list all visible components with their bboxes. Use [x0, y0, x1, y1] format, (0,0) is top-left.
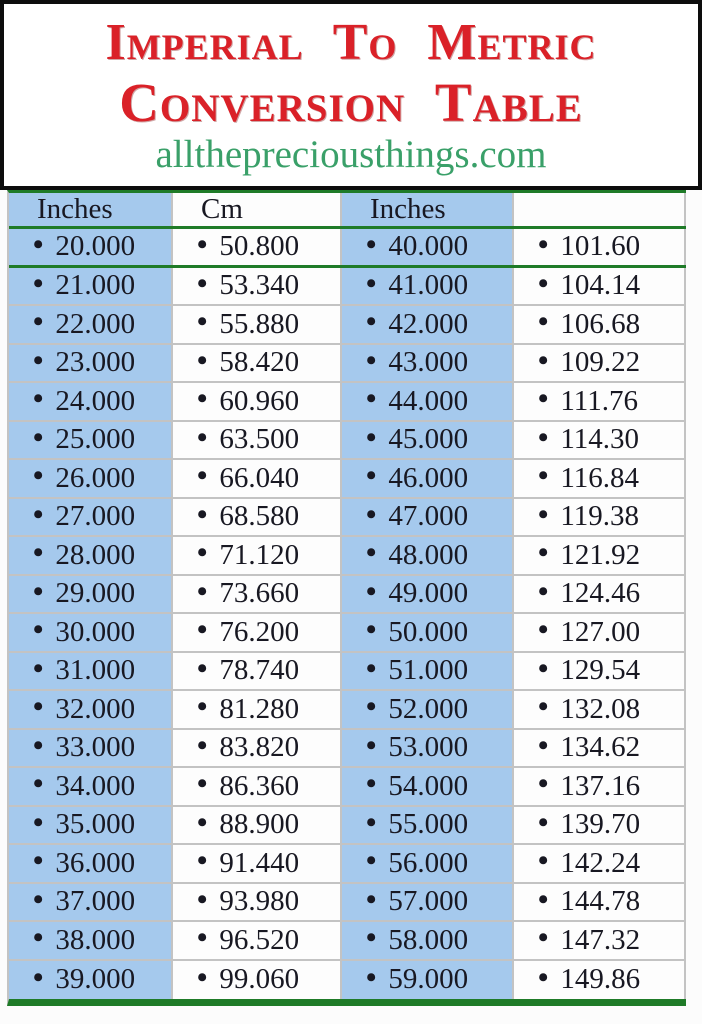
cell-cm-left	[173, 961, 342, 1000]
cell-cm-right	[514, 499, 686, 536]
cell-inches-right	[342, 229, 514, 265]
cell-value: 63.500	[219, 423, 300, 456]
cell-value: 53.000	[388, 731, 469, 764]
bullet-icon: •	[33, 614, 44, 647]
bullet-icon: •	[366, 614, 377, 647]
bullet-icon: •	[197, 806, 208, 839]
cell-value: 119.38	[560, 500, 640, 533]
cell-cm-right	[514, 422, 686, 459]
bullet-icon: •	[366, 652, 377, 685]
table-row	[9, 768, 686, 807]
cell-value: 42.000	[388, 307, 469, 340]
bullet-icon: •	[33, 537, 44, 570]
cell-cm-left	[173, 884, 342, 921]
bullet-icon: •	[538, 537, 549, 570]
cell-cm-right	[514, 691, 686, 728]
cell-cm-left	[173, 730, 342, 767]
cell-value: 124.46	[560, 577, 641, 610]
bullet-icon: •	[197, 460, 208, 493]
cell-value: 50.000	[388, 615, 469, 648]
cell-value: 81.280	[219, 692, 300, 725]
cell-inches-right	[342, 306, 514, 343]
cell-value: 68.580	[219, 500, 300, 533]
table-row	[9, 499, 686, 538]
cell-cm-right	[514, 961, 686, 1000]
bullet-icon: •	[366, 729, 377, 762]
bullet-icon: •	[366, 845, 377, 878]
cell-inches-right	[342, 345, 514, 382]
cell-inches-left	[9, 499, 173, 536]
cell-value: 22.000	[55, 307, 136, 340]
cell-inches-left	[9, 422, 173, 459]
cell-value: 109.22	[560, 346, 641, 379]
cell-cm-right	[514, 845, 686, 882]
bullet-icon: •	[197, 883, 208, 916]
bullet-icon: •	[33, 729, 44, 762]
table-row	[9, 537, 686, 576]
cell-cm-left	[173, 229, 342, 265]
cell-inches-left	[9, 614, 173, 651]
cell-cm-left	[173, 345, 342, 382]
cell-inches-left	[9, 229, 173, 265]
cell-value: 59.000	[388, 963, 469, 996]
bullet-icon: •	[197, 229, 208, 261]
cell-inches-right	[342, 884, 514, 921]
cell-value: 93.980	[219, 885, 300, 918]
bullet-icon: •	[366, 229, 377, 261]
cell-value: 48.000	[388, 538, 469, 571]
website-url: allthepreciousthings.com	[155, 132, 547, 176]
bullet-icon: •	[538, 691, 549, 724]
cell-value: 111.76	[560, 384, 638, 417]
bullet-icon: •	[33, 922, 44, 955]
cell-cm-left	[173, 306, 342, 343]
cell-value: 36.000	[55, 846, 136, 879]
cell-value: 46.000	[388, 461, 469, 494]
cell-value: 66.040	[219, 461, 300, 494]
bullet-icon: •	[197, 922, 208, 955]
bullet-icon: •	[538, 383, 549, 416]
cell-cm-left	[173, 460, 342, 497]
cell-inches-right	[342, 922, 514, 959]
cell-value: 76.200	[219, 615, 300, 648]
cell-cm-right	[514, 229, 686, 265]
bullet-icon: •	[538, 614, 549, 647]
cell-cm-right	[514, 345, 686, 382]
cell-inches-left	[9, 306, 173, 343]
cell-inches-left	[9, 383, 173, 420]
cell-inches-right	[342, 460, 514, 497]
bullet-icon: •	[33, 383, 44, 416]
cell-value: 24.000	[55, 384, 136, 417]
cell-inches-right	[342, 268, 514, 305]
bullet-icon: •	[197, 537, 208, 570]
cell-value: 149.86	[560, 963, 641, 996]
bullet-icon: •	[33, 961, 44, 994]
cell-cm-right	[514, 922, 686, 959]
table-row	[9, 807, 686, 846]
bullet-icon: •	[33, 344, 44, 377]
bullet-icon: •	[538, 498, 549, 531]
cell-value: 40.000	[388, 230, 469, 263]
cell-cm-left	[173, 807, 342, 844]
cell-value: 129.54	[560, 654, 641, 687]
bullet-icon: •	[366, 421, 377, 454]
bullet-icon: •	[197, 845, 208, 878]
column-header-cm-left: Cm	[173, 193, 342, 226]
cell-value: 101.60	[560, 230, 641, 263]
bullet-icon: •	[366, 537, 377, 570]
bullet-icon: •	[197, 614, 208, 647]
cell-value: 134.62	[560, 731, 641, 764]
bullet-icon: •	[538, 267, 549, 300]
cell-value: 41.000	[388, 269, 469, 302]
bullet-icon: •	[538, 344, 549, 377]
bullet-icon: •	[538, 229, 549, 261]
bullet-icon: •	[197, 344, 208, 377]
cell-inches-right	[342, 383, 514, 420]
cell-value: 38.000	[55, 923, 136, 956]
cell-inches-right	[342, 499, 514, 536]
bullet-icon: •	[33, 498, 44, 531]
cell-value: 71.120	[219, 538, 300, 571]
cell-value: 147.32	[560, 923, 641, 956]
bullet-icon: •	[33, 691, 44, 724]
cell-value: 60.960	[219, 384, 300, 417]
table-row	[9, 576, 686, 615]
cell-value: 31.000	[55, 654, 136, 687]
cell-cm-right	[514, 653, 686, 690]
cell-inches-left	[9, 537, 173, 574]
cell-inches-left	[9, 807, 173, 844]
cell-value: 114.30	[560, 423, 640, 456]
bullet-icon: •	[197, 961, 208, 994]
cell-cm-right	[514, 268, 686, 305]
cell-cm-right	[514, 537, 686, 574]
cell-inches-left	[9, 961, 173, 1000]
cell-value: 55.880	[219, 307, 300, 340]
cell-value: 137.16	[560, 769, 641, 802]
cell-value: 44.000	[388, 384, 469, 417]
table-header-row	[9, 193, 686, 229]
cell-value: 121.92	[560, 538, 641, 571]
cell-inches-right	[342, 730, 514, 767]
bullet-icon: •	[197, 267, 208, 300]
table-row	[9, 922, 686, 961]
cell-value: 51.000	[388, 654, 469, 687]
cell-value: 99.060	[219, 963, 300, 996]
bullet-icon: •	[538, 421, 549, 454]
cell-cm-left	[173, 768, 342, 805]
cell-value: 132.08	[560, 692, 641, 725]
cell-cm-left	[173, 499, 342, 536]
cell-cm-right	[514, 884, 686, 921]
cell-value: 96.520	[219, 923, 300, 956]
cell-value: 23.000	[55, 346, 136, 379]
page-title-line-1: Imperial To Metric	[105, 14, 597, 71]
bullet-icon: •	[33, 768, 44, 801]
cell-cm-left	[173, 922, 342, 959]
cell-value: 56.000	[388, 846, 469, 879]
bullet-icon: •	[197, 652, 208, 685]
bullet-icon: •	[366, 883, 377, 916]
cell-value: 32.000	[55, 692, 136, 725]
column-header-inches-left: Inches	[9, 193, 173, 226]
cell-value: 43.000	[388, 346, 469, 379]
bullet-icon: •	[33, 883, 44, 916]
bullet-icon: •	[33, 806, 44, 839]
cell-inches-left	[9, 653, 173, 690]
cell-inches-left	[9, 730, 173, 767]
bullet-icon: •	[538, 729, 549, 762]
bullet-icon: •	[366, 922, 377, 955]
cell-inches-left	[9, 845, 173, 882]
bullet-icon: •	[538, 922, 549, 955]
cell-inches-right	[342, 807, 514, 844]
bullet-icon: •	[366, 498, 377, 531]
bullet-icon: •	[197, 383, 208, 416]
cell-value: 37.000	[55, 885, 136, 918]
cell-value: 57.000	[388, 885, 469, 918]
cell-cm-left	[173, 845, 342, 882]
cell-cm-right	[514, 383, 686, 420]
cell-cm-left	[173, 576, 342, 613]
cell-inches-left	[9, 768, 173, 805]
cell-value: 53.340	[219, 269, 300, 302]
bullet-icon: •	[366, 344, 377, 377]
cell-value: 45.000	[388, 423, 469, 456]
table-body	[9, 229, 686, 999]
cell-value: 139.70	[560, 808, 641, 841]
bullet-icon: •	[366, 806, 377, 839]
bullet-icon: •	[33, 267, 44, 300]
bullet-icon: •	[538, 806, 549, 839]
cell-inches-right	[342, 961, 514, 1000]
table-row	[9, 884, 686, 923]
bullet-icon: •	[538, 575, 549, 608]
cell-inches-right	[342, 576, 514, 613]
cell-cm-left	[173, 653, 342, 690]
cell-value: 21.000	[55, 269, 136, 302]
cell-cm-right	[514, 614, 686, 651]
bullet-icon: •	[366, 306, 377, 339]
bullet-icon: •	[538, 652, 549, 685]
bullet-icon: •	[197, 306, 208, 339]
cell-value: 50.800	[219, 230, 300, 263]
page-title-line-2: Conversion Table	[119, 72, 583, 134]
bullet-icon: •	[366, 575, 377, 608]
bullet-icon: •	[538, 961, 549, 994]
cell-value: 33.000	[55, 731, 136, 764]
cell-cm-left	[173, 614, 342, 651]
table-row	[9, 961, 686, 1000]
bullet-icon: •	[197, 768, 208, 801]
cell-value: 58.420	[219, 346, 300, 379]
cell-value: 25.000	[55, 423, 136, 456]
table-row	[9, 614, 686, 653]
cell-cm-right	[514, 730, 686, 767]
bullet-icon: •	[538, 460, 549, 493]
bullet-icon: •	[538, 306, 549, 339]
bullet-icon: •	[366, 691, 377, 724]
cell-value: 91.440	[219, 846, 300, 879]
cell-value: 52.000	[388, 692, 469, 725]
cell-cm-right	[514, 576, 686, 613]
bullet-icon: •	[197, 729, 208, 762]
cell-inches-right	[342, 422, 514, 459]
cell-inches-right	[342, 614, 514, 651]
cell-value: 28.000	[55, 538, 136, 571]
bullet-icon: •	[33, 575, 44, 608]
cell-value: 29.000	[55, 577, 136, 610]
cell-inches-right	[342, 691, 514, 728]
cell-inches-right	[342, 845, 514, 882]
cell-inches-right	[342, 537, 514, 574]
cell-value: 106.68	[560, 307, 641, 340]
bullet-icon: •	[538, 883, 549, 916]
column-header-inches-right: Inches	[342, 193, 514, 226]
cell-value: 78.740	[219, 654, 300, 687]
cell-value: 83.820	[219, 731, 300, 764]
cell-inches-right	[342, 653, 514, 690]
bullet-icon: •	[366, 267, 377, 300]
cell-cm-left	[173, 691, 342, 728]
column-header-cm-right	[514, 193, 686, 226]
cell-value: 34.000	[55, 769, 136, 802]
bullet-icon: •	[197, 498, 208, 531]
title-card	[0, 0, 702, 190]
cell-cm-left	[173, 537, 342, 574]
cell-cm-right	[514, 306, 686, 343]
bullet-icon: •	[197, 421, 208, 454]
bullet-icon: •	[33, 845, 44, 878]
cell-inches-left	[9, 576, 173, 613]
table-row	[9, 383, 686, 422]
cell-value: 26.000	[55, 461, 136, 494]
bullet-icon: •	[366, 383, 377, 416]
table-row	[9, 653, 686, 692]
table-row	[9, 422, 686, 461]
cell-inches-left	[9, 345, 173, 382]
cell-value: 86.360	[219, 769, 300, 802]
cell-inches-left	[9, 460, 173, 497]
bullet-icon: •	[538, 845, 549, 878]
table-row	[9, 730, 686, 769]
cell-value: 116.84	[560, 461, 640, 494]
cell-value: 30.000	[55, 615, 136, 648]
table-row	[9, 845, 686, 884]
bullet-icon: •	[33, 460, 44, 493]
cell-cm-right	[514, 768, 686, 805]
bullet-icon: •	[366, 768, 377, 801]
cell-cm-right	[514, 460, 686, 497]
cell-cm-right	[514, 807, 686, 844]
cell-cm-left	[173, 268, 342, 305]
bullet-icon: •	[33, 229, 44, 261]
bullet-icon: •	[366, 961, 377, 994]
cell-inches-left	[9, 884, 173, 921]
table-row	[9, 345, 686, 384]
cell-value: 20.000	[55, 230, 136, 263]
cell-value: 47.000	[388, 500, 469, 533]
bullet-icon: •	[197, 691, 208, 724]
cell-cm-left	[173, 383, 342, 420]
cell-value: 104.14	[560, 269, 641, 302]
bullet-icon: •	[33, 652, 44, 685]
cell-inches-left	[9, 691, 173, 728]
table-row	[9, 268, 686, 307]
cell-value: 54.000	[388, 769, 469, 802]
cell-value: 39.000	[55, 963, 136, 996]
cell-value: 55.000	[388, 808, 469, 841]
table-row	[9, 229, 686, 268]
bullet-icon: •	[197, 575, 208, 608]
table-row	[9, 691, 686, 730]
cell-value: 88.900	[219, 808, 300, 841]
bullet-icon: •	[33, 421, 44, 454]
cell-value: 144.78	[560, 885, 641, 918]
table-row	[9, 460, 686, 499]
cell-inches-left	[9, 922, 173, 959]
cell-cm-left	[173, 422, 342, 459]
cell-value: 27.000	[55, 500, 136, 533]
cell-value: 127.00	[560, 615, 641, 648]
bullet-icon: •	[366, 460, 377, 493]
bullet-icon: •	[33, 306, 44, 339]
cell-value: 142.24	[560, 846, 641, 879]
cell-inches-right	[342, 768, 514, 805]
cell-inches-left	[9, 268, 173, 305]
cell-value: 35.000	[55, 808, 136, 841]
cell-value: 49.000	[388, 577, 469, 610]
table-row	[9, 306, 686, 345]
bullet-icon: •	[538, 768, 549, 801]
cell-value: 58.000	[388, 923, 469, 956]
conversion-table	[7, 190, 686, 1006]
cell-value: 73.660	[219, 577, 300, 610]
